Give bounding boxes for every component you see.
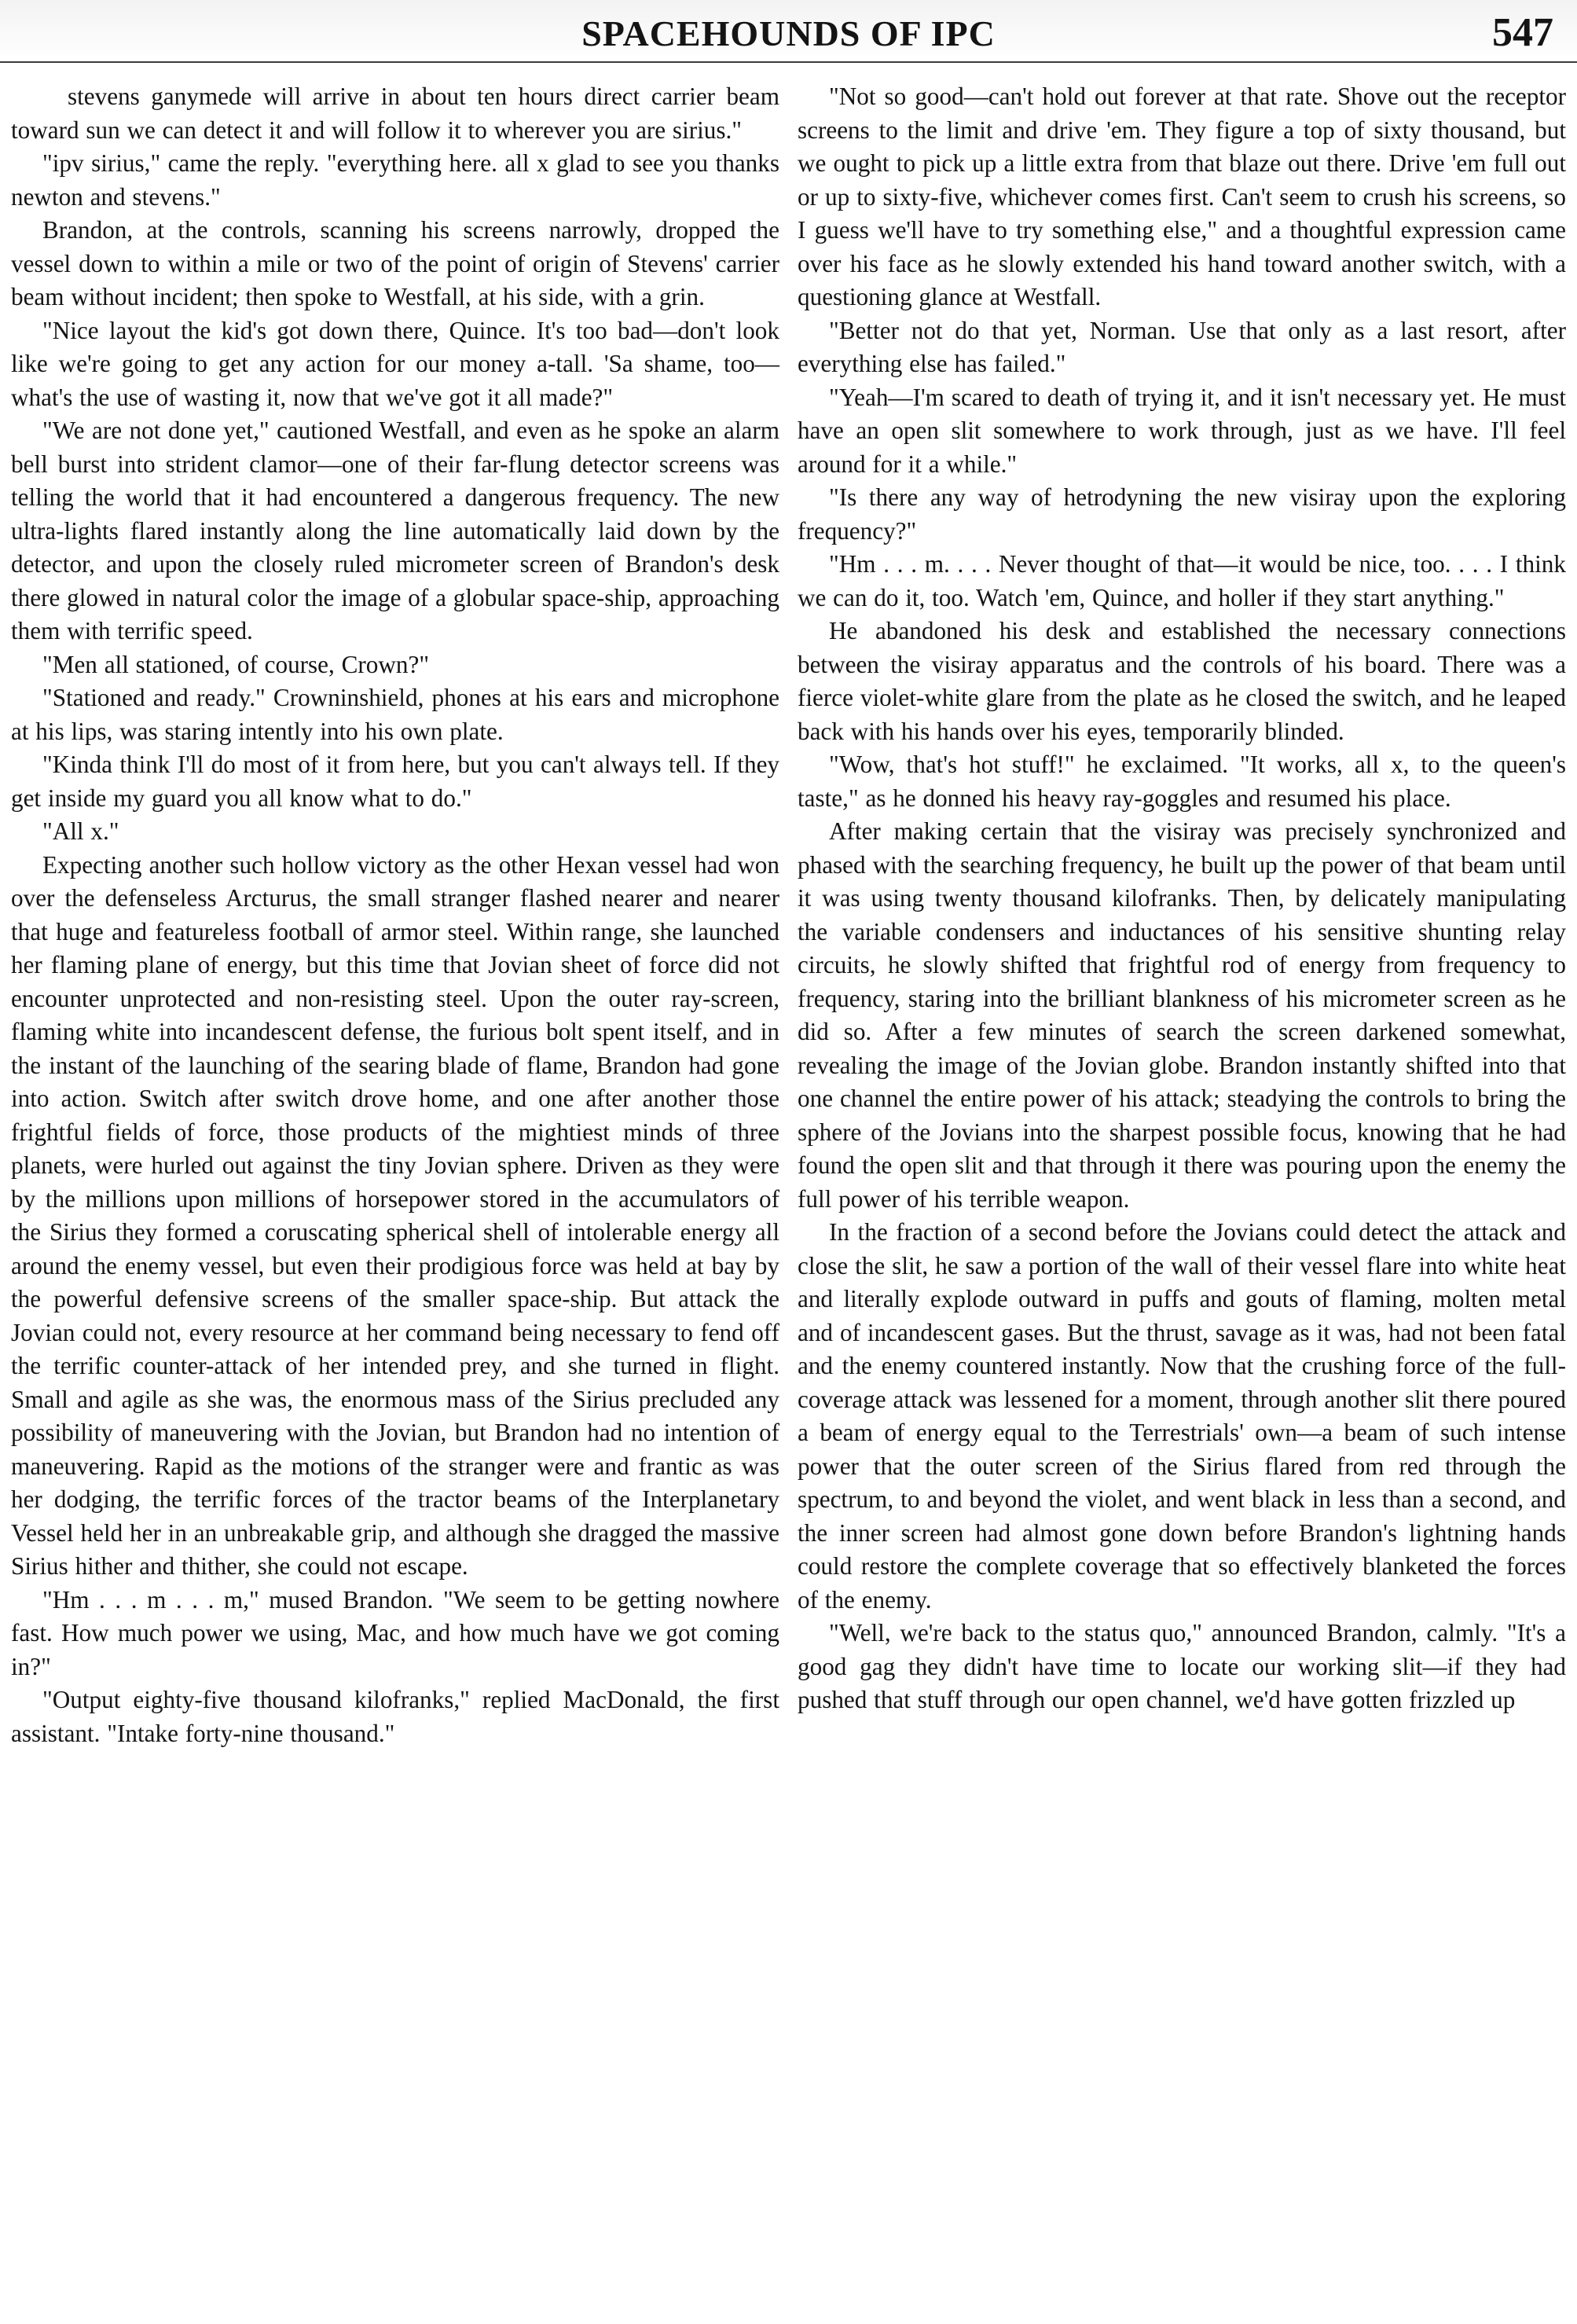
paragraph: "Not so good—can't hold out forever at that rate. Shove out the receptor screens to the limit and drive 'em. They figure a top of sixty thousand, but we ought to pick up a little extra from that blaze out there. Drive 'em full out or up to sixty-five, whichever comes first. Can't seem to crush his screens, so I guess we'll have to try something else," and a thoughtful expression came over his face as he slowly extended his hand toward another switch, with a questioning glance at Westfall.: [798, 83, 1566, 310]
paragraph: "We are not done yet," cautioned Westfall, and even as he spoke an alarm bell burst into strident clamor—one of their far-flung detector screens was telling the world that it had encountered a dangerous frequency. The new ultra-lights flared instantly along the line automatically laid down by the detector, and upon the closely ruled micrometer screen of Brandon's desk there glowed in natural color the image of a globular space-ship, approaching them with terrific speed.: [11, 417, 779, 644]
right-column: [798, 80, 1566, 2312]
paragraph: "Better not do that yet, Norman. Use that only as a last resort, after everything else has failed.": [798, 316, 1566, 377]
paragraph: "Stationed and ready." Crowninshield, phones at his ears and microphone at his lips, was staring intently into his own plate.: [11, 684, 779, 745]
text-columns: [11, 80, 1566, 2312]
paragraph: "All x.": [42, 817, 119, 845]
paragraph: Brandon, at the controls, scanning his screens narrowly, dropped the vessel down to within a mile or two of the point of origin of Stevens' carrier beam without incident; then spoke to Westfall, at his side, with a grin.: [11, 216, 779, 310]
paragraph: Expecting another such hollow victory as the other Hexan vessel had won over the defenseless Arcturus, the small stranger flashed nearer and nearer that huge and featureless football of armor steel. Within range, she launched her flaming plane of energy, but this time that Jovian sheet of force did not encounter unprotected and non-resisting steel. Upon the outer ray-screen, flaming white into incandescent defense, the furious bolt spent itself, and in the instant of the launching of the searing blade of flame, Brandon had gone into action. Switch after switch drove home, and one after another those frightful fields of force, those products of the mightiest minds of three planets, were hurled out against the tiny Jovian sphere. Driven as they were by the millions upon millions of horsepower stored in the accumulators of the Sirius they formed a coruscating spherical shell of intolerable energy all around the enemy vessel, but even their prodigious force was held at bay by the powerful defensive screens of the smaller space-ship. But attack the Jovian could not, every resource at her command being necessary to fend off the terrific counter-attack of her intended prey, and she turned in flight. Small and agile as she was, the enormous mass of the Sirius precluded any possibility of maneuvering with the Jovian, but Brandon had no intention of maneuvering. Rapid as the motions of the stranger were and frantic as was her dodging, the terrific forces of the tractor beams of the Interplanetary Vessel held her in an unbreakable grip, and although she dragged the massive Sirius hither and thither, she could not escape.: [11, 850, 779, 1580]
paragraph: "Nice layout the kid's got down there, Quince. It's too bad—don't look like we're going to get any action for our money a-tall. 'Sa shame, too—what's the use of wasting it, now that we've got it all made?": [11, 316, 779, 411]
paragraph: "Kinda think I'll do most of it from here, but you can't always tell. If they get inside my guard you all know what to do.": [11, 751, 779, 812]
paragraph: "Output eighty-five thousand kilofranks," replied MacDonald, the first assistant. "Intake forty-nine thousand.": [11, 1686, 779, 1747]
paragraph: stevens ganymede will arrive in about ten hours direct carrier beam toward sun we can detect it and will follow it to wherever you are sirius.": [11, 83, 779, 144]
paragraph: "Men all stationed, of course, Crown?": [42, 650, 430, 678]
paragraph: In the fraction of a second before the Jovians could detect the attack and close the slit, he saw a portion of the wall of their vessel flare into white heat and literally explode outward in puffs and gouts of flaming, molten metal and of incandescent gases. But the thrust, savage as it was, had not been fatal and the enemy countered instantly. Now that the crushing force of the full-coverage attack was lessened for a moment, through another slit there poured a beam of energy equal to the Terrestrials' own—a beam of such intense power that the outer screen of the Sirius flared from red through the spectrum, to and beyond the violet, and went black in less than a second, and the inner screen had almost gone down before Brandon's lightning hands could restore the complete coverage that so effectively blanketed the forces of the enemy.: [798, 1218, 1566, 1614]
running-title: SPACEHOUNDS OF IPC: [581, 13, 996, 53]
paragraph: "Wow, that's hot stuff!" he exclaimed. "It works, all x, to the queen's taste," as he donned his heavy ray-goggles and resumed his place.: [798, 751, 1566, 812]
paragraph: He abandoned his desk and established the necessary connections between the visiray apparatus and the controls of his board. There was a fierce violet-white glare from the plate as he closed the switch, and he leaped back with his hands over his eyes, temporarily blinded.: [798, 617, 1566, 745]
paragraph: After making certain that the visiray was precisely synchronized and phased with the searching frequency, he built up the power of that beam until it was using twenty thousand kilofranks. Then, by delicately manipulating the variable condensers and inductances of his sensitive shunting relay circuits, he slowly shifted that frightful rod of energy from frequency to frequency, staring into the brilliant blankness of his micrometer screen as he did so. After a few minutes of search the screen darkened somewhat, revealing the image of the Jovian globe. Brandon instantly shifted into that one channel the entire power of his attack; steadying the controls to bring the sphere of the Jovians into the sharpest possible focus, knowing that he had found the open slit and that through it there was pouring upon the enemy the full power of his terrible weapon.: [798, 817, 1566, 1213]
paragraph: "ipv sirius," came the reply. "everything here. all x glad to see you thanks newton and stevens.": [11, 149, 779, 211]
page-header: [0, 0, 1577, 63]
paragraph: "Is there any way of hetrodyning the new visiray upon the exploring frequency?": [798, 483, 1566, 545]
paragraph: "Hm . . . m. . . . Never thought of that—it would be nice, too. . . . I think we can do it, too. Watch 'em, Quince, and holler if they start anything.": [798, 550, 1566, 611]
page-number: 547: [1492, 10, 1553, 55]
left-column: [11, 80, 779, 2312]
paragraph: "Hm . . . m . . . m," mused Brandon. "We seem to be getting nowhere fast. How much power we using, Mac, and how much have we got coming in?": [11, 1585, 779, 1680]
paragraph: "Yeah—I'm scared to death of trying it, and it isn't necessary yet. He must have an open slit somewhere to work through, just as we have. I'll feel around for it a while.": [798, 383, 1566, 478]
paragraph: "Well, we're back to the status quo," announced Brandon, calmly. "It's a good gag they didn't have time to locate our working slit—if they had pushed that stuff through our open channel, we'd have gotten frizzled up: [798, 1619, 1566, 1713]
